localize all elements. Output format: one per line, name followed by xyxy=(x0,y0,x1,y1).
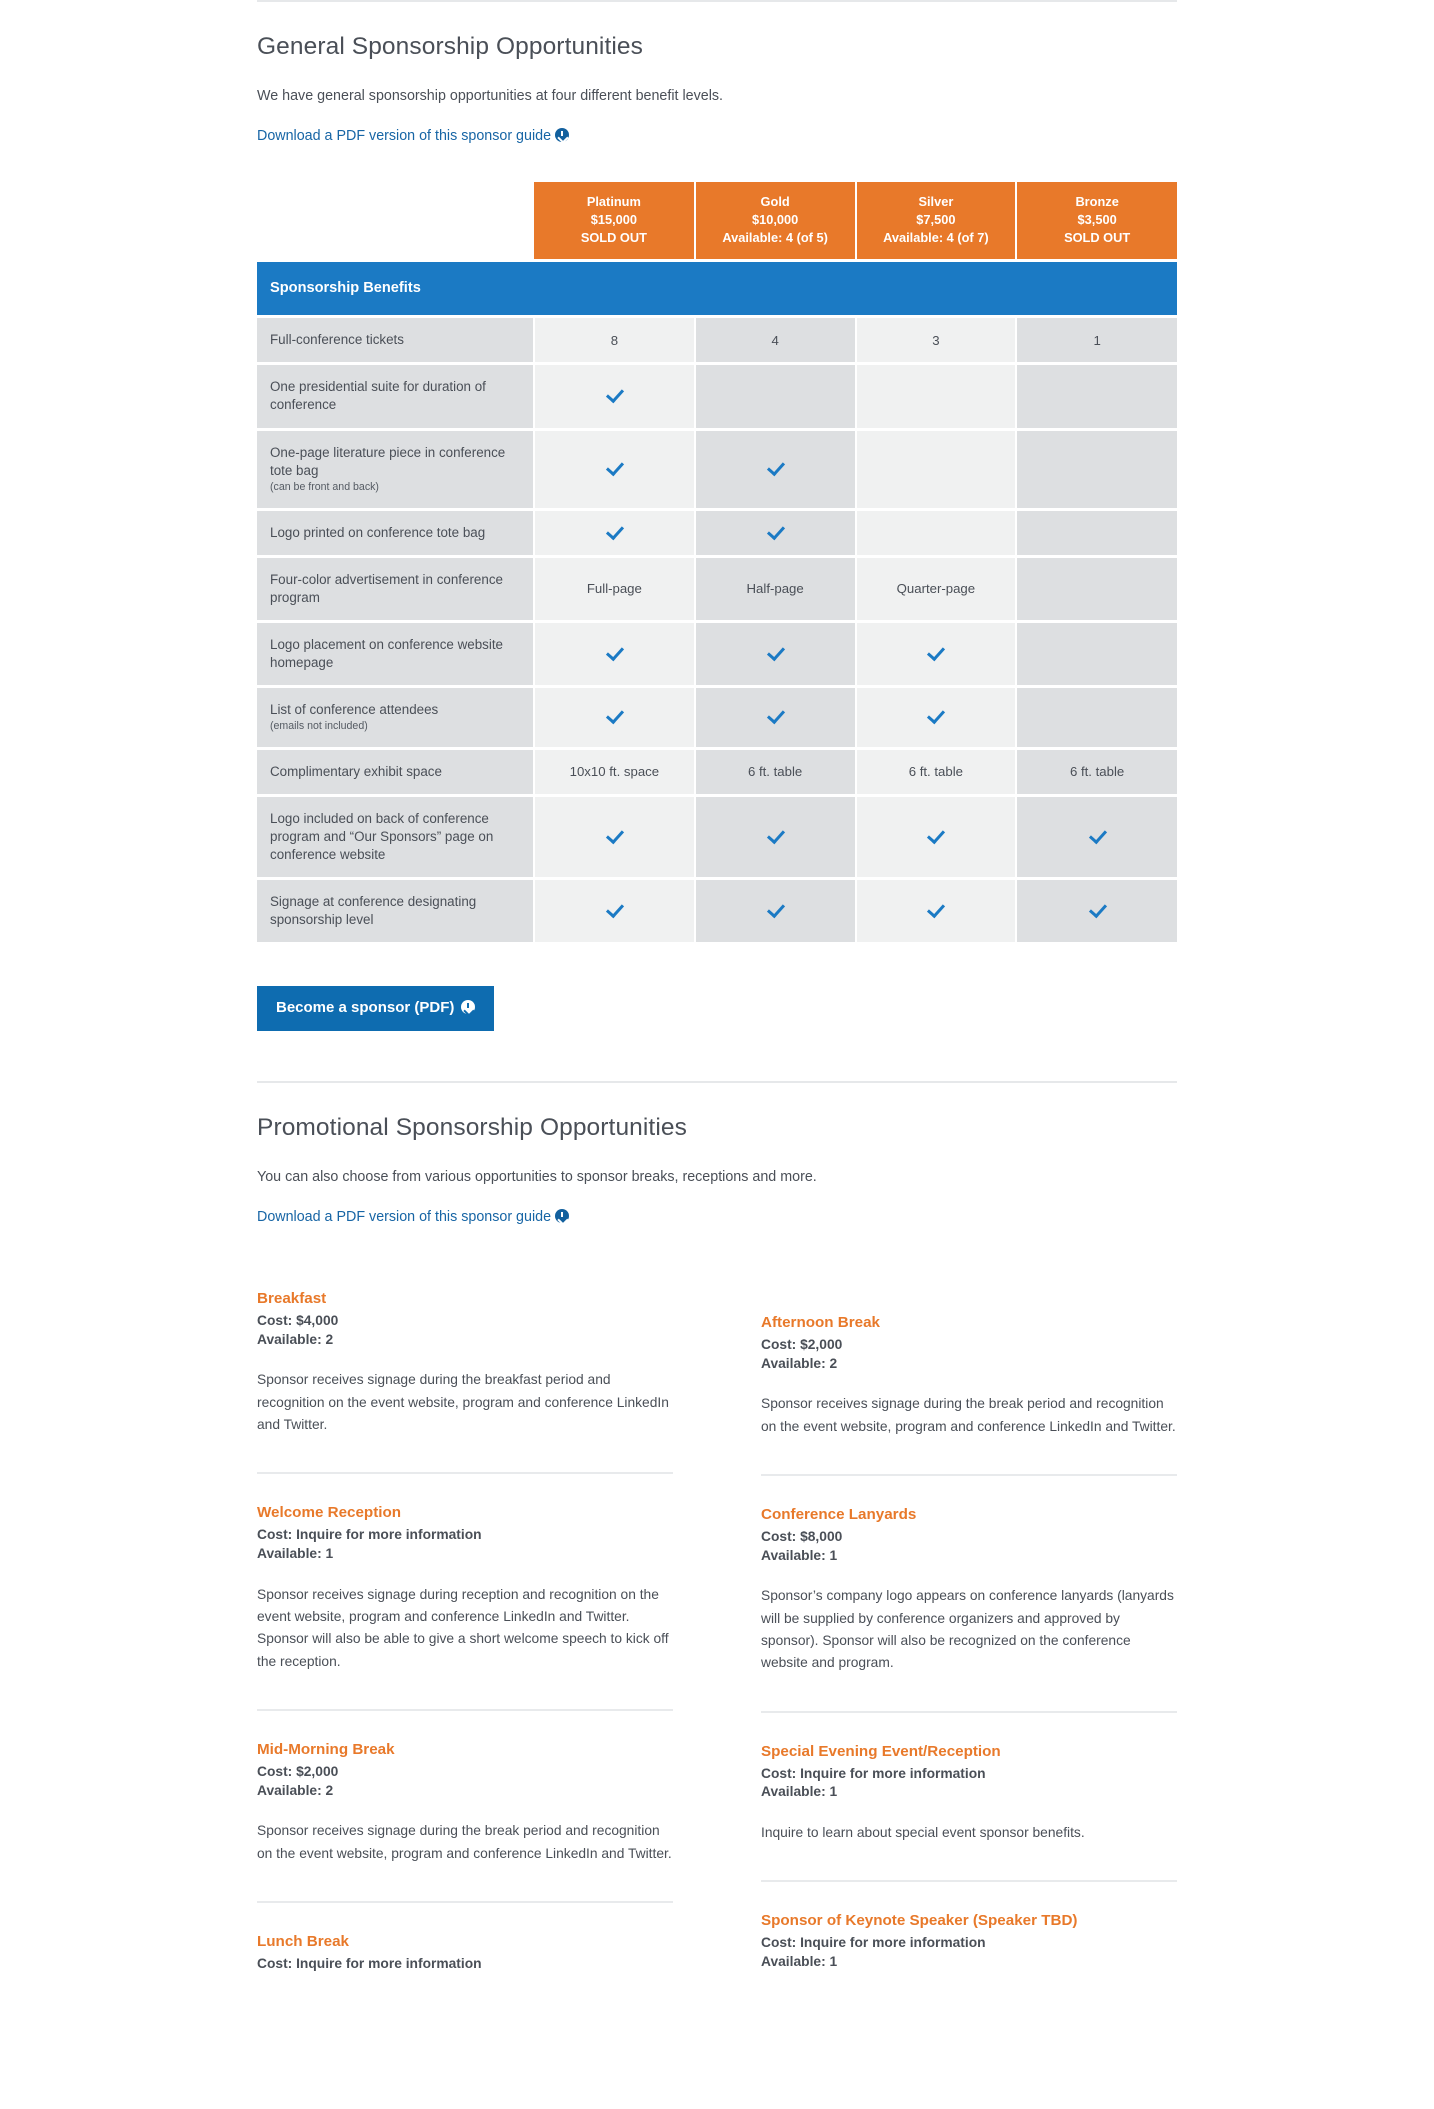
promotional-sponsorship-section xyxy=(257,1113,1177,1979)
table-row xyxy=(257,879,1177,943)
check-icon xyxy=(1090,902,1105,917)
benefit-value-cell xyxy=(1016,686,1177,748)
benefit-label-cell xyxy=(257,509,534,556)
promotional-column-right xyxy=(761,1313,1177,1979)
page-title: General Sponsorship Opportunities xyxy=(257,33,643,60)
benefit-value-cell xyxy=(1016,621,1177,686)
benefit-label: Complimentary exhibit space xyxy=(270,763,442,779)
tier-availability: Available: 4 (of 5) xyxy=(722,230,828,246)
promo-item-description: Sponsor receives signage during the break period and recognition on the event website, program and conference LinkedIn and Twitter. xyxy=(761,1396,1176,1434)
list-item xyxy=(257,1901,673,1980)
list-item xyxy=(761,1880,1177,1977)
benefit-value-cell xyxy=(1016,556,1177,621)
promo-item-availability: Available: 1 xyxy=(761,1953,838,1969)
check-icon xyxy=(768,460,783,475)
check-icon xyxy=(768,902,783,917)
download-pdf-link-general-label: Download a PDF version of this sponsor guide xyxy=(257,127,552,144)
promo-item-description: Inquire to learn about special event sponsor benefits. xyxy=(761,1825,1085,1840)
benefit-label: One-page literature piece in conference tote bag xyxy=(270,444,506,478)
promo-item-title: Mid-Morning Break xyxy=(257,1741,395,1759)
check-icon xyxy=(607,828,622,843)
benefit-value-cell xyxy=(695,879,856,943)
table-row xyxy=(257,556,1177,621)
benefit-value-cell xyxy=(534,509,695,556)
sponsorship-benefits-banner: Sponsorship Benefits xyxy=(257,261,1177,317)
benefit-value-cell xyxy=(1016,429,1177,509)
tier-header-silver xyxy=(856,182,1017,261)
download-icon xyxy=(461,1000,475,1014)
promo-item-description: Sponsor’s company logo appears on conference lanyards (lanyards will be supplied by conference organizers and approved by sponsor). Sponsor will also be recognized on the conference website and program. xyxy=(761,1588,1174,1671)
benefit-value-cell xyxy=(1016,364,1177,429)
download-pdf-link-promotional[interactable] xyxy=(257,1207,569,1227)
general-sponsorship-section xyxy=(257,32,1177,1083)
benefit-value-cell xyxy=(1016,509,1177,556)
tier-name: Platinum xyxy=(586,193,641,209)
promo-item-title: Welcome Reception xyxy=(257,1504,402,1522)
benefit-value-cell: 6 ft. table xyxy=(1016,748,1177,795)
promo-item-cost: Cost: $2,000 xyxy=(761,1336,843,1352)
table-row xyxy=(257,686,1177,748)
promo-item-availability: Available: 2 xyxy=(257,1782,334,1798)
benefit-value-cell xyxy=(1016,795,1177,878)
benefit-label-cell xyxy=(257,748,534,795)
benefit-label: Logo printed on conference tote bag xyxy=(270,524,486,540)
benefit-label-cell xyxy=(257,795,534,878)
benefit-label: Logo included on back of conference program and “Our Sponsors” page on conference website xyxy=(270,810,494,863)
benefit-value-cell: 4 xyxy=(695,317,856,364)
list-item xyxy=(761,1711,1177,1851)
benefit-label-note: (can be front and back) xyxy=(270,480,379,493)
header-spacer-cell xyxy=(257,182,534,261)
check-icon xyxy=(607,645,622,660)
benefit-value-cell: Half-page xyxy=(695,556,856,621)
check-icon xyxy=(768,828,783,843)
sponsorship-comparison-table xyxy=(257,182,1177,943)
benefit-value-cell xyxy=(856,795,1017,878)
promo-item-availability: Available: 2 xyxy=(761,1355,838,1371)
benefit-value-cell xyxy=(534,621,695,686)
benefit-value-cell xyxy=(856,621,1017,686)
promo-item-title: Breakfast xyxy=(257,1290,327,1308)
benefit-label-cell xyxy=(257,429,534,509)
benefit-value-cell: 8 xyxy=(534,317,695,364)
benefit-value-cell: 1 xyxy=(1016,317,1177,364)
benefit-label-cell xyxy=(257,556,534,621)
list-item xyxy=(761,1313,1177,1444)
tier-header-bronze xyxy=(1016,182,1177,261)
tier-price: $10,000 xyxy=(751,211,799,227)
tier-name: Silver xyxy=(918,193,954,209)
list-item xyxy=(257,1709,673,1871)
general-intro-text: We have general sponsorship opportunities at four different benefit levels. xyxy=(257,87,723,104)
promo-item-title: Afternoon Break xyxy=(761,1314,880,1332)
tier-name: Bronze xyxy=(1075,193,1119,209)
promo-item-title: Lunch Break xyxy=(257,1933,349,1951)
check-icon xyxy=(928,708,943,723)
benefit-label: Signage at conference designating sponsorship level xyxy=(270,894,477,928)
promotional-opportunities-grid xyxy=(257,1289,1177,1979)
benefit-label: One presidential suite for duration of conference xyxy=(270,379,486,413)
promo-item-cost: Cost: $4,000 xyxy=(257,1312,339,1328)
benefit-value-cell: 6 ft. table xyxy=(695,748,856,795)
benefit-label-cell xyxy=(257,317,534,364)
check-icon xyxy=(768,645,783,660)
benefit-value-cell xyxy=(534,879,695,943)
benefit-value-cell xyxy=(1016,879,1177,943)
benefit-value-cell xyxy=(856,364,1017,429)
sponsorship-comparison-table-wrapper xyxy=(257,182,1177,943)
download-pdf-link-general[interactable] xyxy=(257,126,569,146)
benefit-label-cell xyxy=(257,364,534,429)
promo-item-availability: Available: 1 xyxy=(761,1784,838,1800)
promo-item-cost: Cost: Inquire for more information xyxy=(257,1955,482,1971)
tier-price: $3,500 xyxy=(1077,211,1117,227)
table-row xyxy=(257,429,1177,509)
benefit-value-cell xyxy=(695,509,856,556)
benefit-value-cell xyxy=(695,795,856,878)
promo-item-title: Conference Lanyards xyxy=(761,1506,917,1524)
tier-availability: SOLD OUT xyxy=(1064,230,1131,246)
comparison-table-body xyxy=(257,261,1177,943)
table-row xyxy=(257,509,1177,556)
list-item xyxy=(257,1289,673,1442)
benefit-label-cell xyxy=(257,686,534,748)
benefit-label-cell xyxy=(257,879,534,943)
benefit-label-note: (emails not included) xyxy=(270,720,368,733)
promotional-column-left xyxy=(257,1289,673,1979)
benefit-value-cell xyxy=(856,509,1017,556)
tier-header-gold xyxy=(695,182,856,261)
promo-item-title: Sponsor of Keynote Speaker (Speaker TBD) xyxy=(761,1912,1078,1930)
check-icon xyxy=(607,387,622,402)
table-row xyxy=(257,621,1177,686)
check-icon xyxy=(928,645,943,660)
benefit-value-cell xyxy=(856,429,1017,509)
check-icon xyxy=(928,902,943,917)
tier-name: Gold xyxy=(760,193,790,209)
promo-item-cost: Cost: Inquire for more information xyxy=(257,1527,482,1543)
table-row xyxy=(257,364,1177,429)
benefit-value-cell xyxy=(695,621,856,686)
check-icon xyxy=(607,902,622,917)
check-icon xyxy=(607,524,622,539)
benefit-value-cell: 6 ft. table xyxy=(856,748,1017,795)
promo-item-availability: Available: 1 xyxy=(257,1545,334,1561)
promotional-intro-text: You can also choose from various opportunities to sponsor breaks, receptions and more. xyxy=(257,1169,817,1186)
download-pdf-link-promotional-label: Download a PDF version of this sponsor guide xyxy=(257,1209,552,1226)
promo-item-description: Sponsor receives signage during reception and recognition on the event website, program and conference LinkedIn and Twitter. Sponsor will also be able to give a short welcome speech to kick off the reception. xyxy=(257,1586,669,1669)
promo-item-description: Sponsor receives signage during the breakfast period and recognition on the event website, program and conference LinkedIn and Twitter. xyxy=(257,1372,669,1433)
promo-item-cost: Cost: $8,000 xyxy=(761,1528,843,1544)
benefit-label: List of conference attendees xyxy=(270,701,439,717)
benefits-banner-row xyxy=(257,261,1177,317)
table-row xyxy=(257,748,1177,795)
check-icon xyxy=(928,828,943,843)
benefit-label: Four-color advertisement in conference program xyxy=(270,571,503,605)
benefit-value-cell xyxy=(695,429,856,509)
check-icon xyxy=(768,524,783,539)
tier-price: $7,500 xyxy=(916,211,956,227)
benefit-value-cell: 3 xyxy=(856,317,1017,364)
become-a-sponsor-button[interactable] xyxy=(257,986,494,1031)
promotional-title: Promotional Sponsorship Opportunities xyxy=(257,1114,687,1142)
benefit-label-cell xyxy=(257,621,534,686)
benefit-value-cell: Full-page xyxy=(534,556,695,621)
download-icon xyxy=(555,128,569,142)
promo-item-availability: Available: 2 xyxy=(257,1331,334,1347)
benefit-value-cell xyxy=(856,879,1017,943)
promo-item-title: Special Evening Event/Reception xyxy=(761,1742,1001,1760)
check-icon xyxy=(607,460,622,475)
benefit-value-cell xyxy=(534,686,695,748)
benefit-value-cell: Quarter-page xyxy=(856,556,1017,621)
table-row xyxy=(257,317,1177,364)
benefit-label: Logo placement on conference website homepage xyxy=(270,636,504,670)
promo-item-description: Sponsor receives signage during the break period and recognition on the event website, program and conference LinkedIn and Twitter. xyxy=(257,1823,672,1861)
tier-availability: Available: 4 (of 7) xyxy=(883,230,989,246)
benefit-value-cell: 10x10 ft. space xyxy=(534,748,695,795)
check-icon xyxy=(1090,828,1105,843)
table-row xyxy=(257,795,1177,878)
list-item xyxy=(257,1472,673,1679)
benefit-label: Full-conference tickets xyxy=(270,332,404,348)
tier-price: $15,000 xyxy=(590,211,637,227)
promo-item-availability: Available: 1 xyxy=(761,1547,838,1563)
section-divider xyxy=(257,1081,1177,1083)
check-icon xyxy=(607,708,622,723)
list-item xyxy=(761,1474,1177,1681)
promo-item-cost: Cost: $2,000 xyxy=(257,1763,339,1779)
check-icon xyxy=(768,708,783,723)
promo-item-cost: Cost: Inquire for more information xyxy=(761,1935,986,1951)
benefit-value-cell xyxy=(695,686,856,748)
tier-availability: SOLD OUT xyxy=(580,230,647,246)
tier-header-row xyxy=(257,182,1177,261)
benefit-value-cell xyxy=(534,429,695,509)
download-icon xyxy=(555,1209,569,1223)
become-a-sponsor-label: Become a sponsor (PDF) xyxy=(276,999,455,1017)
promo-item-cost: Cost: Inquire for more information xyxy=(761,1765,986,1781)
benefit-value-cell xyxy=(695,364,856,429)
benefit-value-cell xyxy=(534,364,695,429)
benefit-value-cell xyxy=(856,686,1017,748)
benefit-value-cell xyxy=(534,795,695,878)
tier-header-platinum xyxy=(534,182,695,261)
top-divider xyxy=(257,0,1177,2)
